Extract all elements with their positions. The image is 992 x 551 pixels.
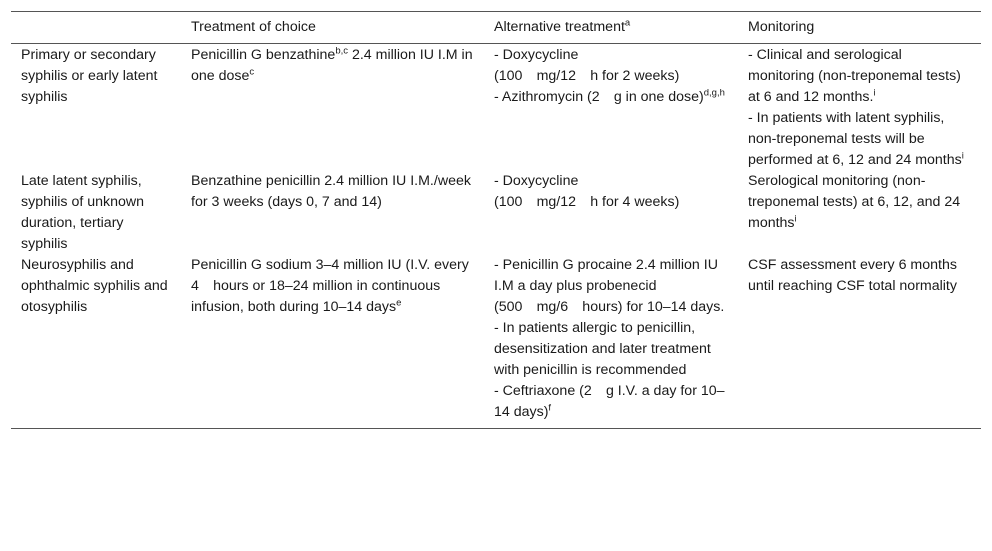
- cell-line: [748, 108, 971, 171]
- cell-text: - Penicillin G procaine 2.4 million IU I.M a day plus probenecid: [494, 257, 718, 294]
- footnote-marker: i: [794, 213, 797, 225]
- cell-text: Penicillin G sodium 3–4 million IU (I.V. every 4 hours or 18–24 million in continuous infusion, both during 10–14 days: [191, 257, 469, 315]
- cell-line: [494, 255, 728, 297]
- footnote-marker: f: [548, 402, 552, 414]
- alternative-treatment-cell: [484, 171, 738, 255]
- header-alternative-treatment: [484, 12, 738, 44]
- cell-text: (100 mg/12 h for 4 weeks): [494, 194, 680, 210]
- header-diagnosis: [11, 12, 181, 44]
- cell-line: [494, 45, 728, 66]
- footnote-marker: c: [249, 66, 255, 78]
- cell-text: - Doxycycline: [494, 47, 579, 63]
- cell-text: - In patients with latent syphilis, non-treponemal tests will be performed at 6, 12 and 24 months: [748, 110, 962, 168]
- header-monitoring: Monitoring: [738, 12, 981, 44]
- table-row: [11, 255, 981, 429]
- monitoring-cell: [738, 44, 981, 172]
- cell-line: [494, 297, 728, 318]
- footnote-marker: i: [873, 87, 876, 99]
- table-row: [11, 171, 981, 255]
- treatment-of-choice-cell: [181, 44, 484, 172]
- treatment-of-choice-cell: [181, 255, 484, 429]
- cell-text: - Doxycycline: [494, 173, 579, 189]
- table-row: [11, 44, 981, 172]
- cell-text: (100 mg/12 h for 2 weeks): [494, 68, 680, 84]
- cell-line: [494, 87, 728, 108]
- diagnosis-cell: Late latent syphilis, syphilis of unknown duration, tertiary syphilis: [21, 173, 145, 252]
- alternative-treatment-cell: [484, 255, 738, 429]
- cell-text: - Azithromycin (2 g in one dose): [494, 89, 704, 105]
- cell-text: - In patients allergic to penicillin, desensitization and later treatment with penicillin is recommended: [494, 320, 711, 378]
- cell-text: (500 mg/6 hours) for 10–14 days.: [494, 299, 725, 315]
- cell-line: [494, 192, 728, 213]
- diagnosis-cell: Primary or secondary syphilis or early latent syphilis: [21, 47, 158, 105]
- treatment-of-choice-cell: [181, 171, 484, 255]
- cell-line: [748, 255, 971, 297]
- cell-text: CSF assessment every 6 months until reaching CSF total normality: [748, 257, 957, 294]
- cell-line: [494, 66, 728, 87]
- monitoring-cell: [738, 255, 981, 429]
- cell-line: [494, 381, 728, 423]
- cell-line: [748, 45, 971, 108]
- cell-text: 2.4 million IU I.M in one dose: [191, 47, 473, 84]
- header-treatment-of-choice: Treatment of choice: [181, 12, 484, 44]
- diagnosis-cell: Neurosyphilis and ophthalmic syphilis and otosyphilis: [11, 255, 181, 429]
- header-alternative-label: Alternative treatment: [494, 19, 625, 35]
- alternative-treatment-cell: [484, 44, 738, 172]
- cell-line: [494, 171, 728, 192]
- header-row: [11, 12, 981, 44]
- footnote-marker: e: [396, 297, 402, 309]
- syphilis-treatment-table: [11, 11, 981, 429]
- cell-line: [494, 318, 728, 381]
- footnote-marker: d,g,h: [703, 87, 725, 99]
- cell-text: Serological monitoring (non-treponemal tests) at 6, 12, and 24 months: [748, 173, 961, 231]
- footnote-marker: b,c: [335, 45, 349, 57]
- cell-text: - Ceftriaxone (2 g I.V. a day for 10–14 days): [494, 383, 725, 420]
- cell-line: [748, 171, 971, 234]
- cell-text: - Clinical and serological monitoring (non-treponemal tests) at 6 and 12 months.: [748, 47, 961, 105]
- header-footnote-marker: a: [624, 17, 631, 29]
- cell-text: Penicillin G benzathine: [191, 47, 336, 63]
- monitoring-cell: [738, 171, 981, 255]
- footnote-marker: i: [961, 150, 964, 162]
- cell-text: Benzathine penicillin 2.4 million IU I.M./week for 3 weeks (days 0, 7 and 14): [191, 173, 471, 210]
